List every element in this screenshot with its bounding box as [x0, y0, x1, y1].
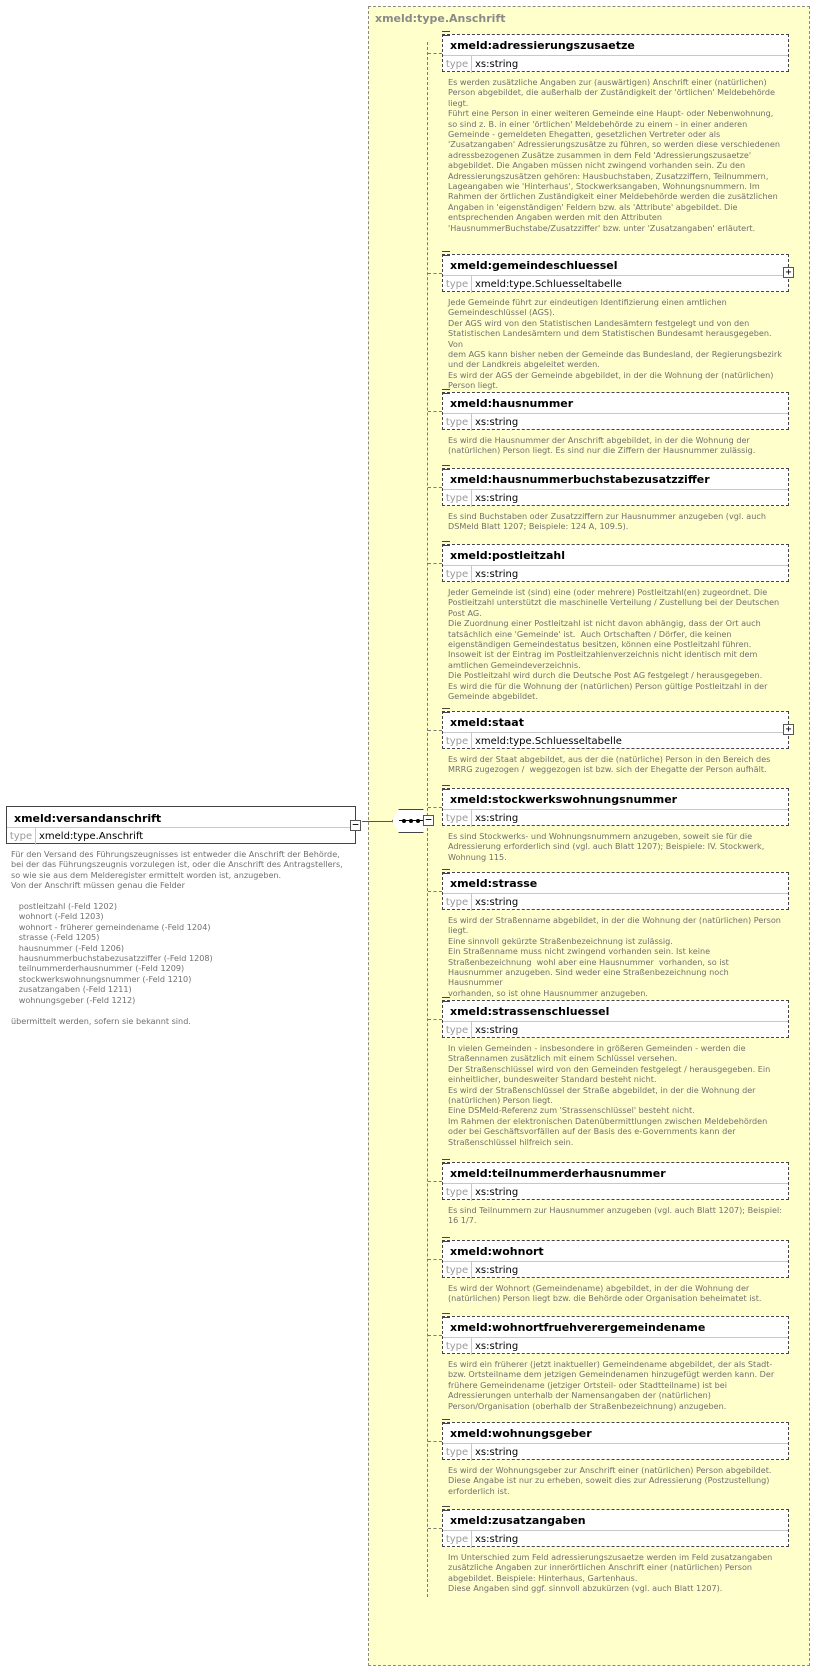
child-type-row — [443, 1443, 788, 1461]
child-element — [442, 711, 792, 775]
child-type-value: xs:string — [475, 813, 519, 824]
child-element-name: xmeld:adressierungszusaetze — [450, 39, 635, 52]
child-documentation: Jede Gemeinde führt zur eindeutigen Identifizierung einen amtlichen Gemeindeschlüssel (AGS). Der AGS wird von den Statistischen Landesämtern festgelegt und von den Statistischen Landesämtern und dem Statistischen Bundesamt herausgegeben. Von dem AGS kann bisher neben der Gemeinde das Bundesland, der Regierungsbezirk und der Landkreis abgeleitet werden. Es wird der AGS der Gemeinde abgebildet, in der die Wohnung der (natürlichen) Person liegt. — [448, 297, 782, 391]
child-type-row — [443, 809, 788, 827]
child-type-row — [443, 413, 788, 431]
root-type-value: xmeld:type.Anschrift — [39, 831, 144, 842]
child-element-box[interactable] — [442, 1422, 789, 1460]
child-element-name: xmeld:hausnummer — [450, 397, 574, 410]
branch-connector — [428, 563, 442, 564]
child-element — [442, 468, 789, 532]
type-label: type — [443, 810, 472, 827]
child-element — [442, 788, 789, 862]
child-element-name: xmeld:zusatzangaben — [450, 1514, 586, 1527]
branch-connector — [428, 891, 442, 892]
child-type-row — [443, 565, 788, 583]
child-element-name: xmeld:wohnort — [450, 1245, 544, 1258]
root-element-versandanschrift — [6, 806, 359, 1026]
child-type-row — [443, 55, 788, 73]
type-label: type — [443, 733, 472, 750]
child-element — [442, 1422, 789, 1496]
branch-connector — [428, 1528, 442, 1529]
container-title: xmeld:type.Anschrift — [375, 12, 506, 25]
child-type-row — [443, 489, 788, 507]
child-documentation: Es wird die Hausnummer der Anschrift abgebildet, in der die Wohnung der (natürlichen) Person liegt. Es sind nur die Ziffern der Hausnummer zulässig. — [448, 435, 756, 456]
child-documentation: Es wird der Staat abgebildet, aus der die (natürliche) Person in den Bereich des MRRG zugezogen / weggezogen ist bzw. sich der Ehegatte der Person aufhält. — [448, 754, 771, 775]
child-element-box[interactable] — [442, 254, 792, 292]
branch-connector — [428, 730, 442, 731]
child-element — [442, 1316, 789, 1411]
branch-connector — [428, 53, 442, 54]
child-documentation: Es sind Buchstaben oder Zusatzziffern zur Hausnummer anzugeben (vgl. auch DSMeld Blatt 1207; Beispiele: 124 A, 109.5). — [448, 511, 766, 532]
child-type-row — [443, 1021, 788, 1039]
child-element-box[interactable] — [442, 788, 789, 826]
child-type-row — [443, 1261, 788, 1279]
root-element-box[interactable] — [6, 806, 359, 844]
child-element-name: xmeld:hausnummerbuchstabezusatzziffer — [450, 473, 710, 486]
root-type-row — [7, 827, 355, 845]
type-label: type — [443, 566, 472, 583]
child-element-box[interactable] — [442, 34, 789, 72]
root-element-name: xmeld:versandanschrift — [14, 812, 162, 825]
child-element-box[interactable] — [442, 872, 789, 910]
child-element-box[interactable] — [442, 544, 789, 582]
branch-connector — [428, 1259, 442, 1260]
child-element-name: xmeld:strassenschluessel — [450, 1005, 610, 1018]
child-documentation: In vielen Gemeinden - insbesondere in größeren Gemeinden - werden die Straßennamen zusätzlich mit einem Schlüssel versehen. Der Straßenschlüssel wird von den Gemeinden festgelegt / herausgegeben. Ein einheitlicher, bundesweiter Standard besteht nicht. Es wird der Straßenschlüssel der Straße abgebildet, in der die Wohnung der (natürlichen) Person liegt. Eine DSMeld-Referenz zum 'Strassenschlüssel' besteht nicht. Im Rahmen der elektronischen Datenübermittlungen zwischen Meldebehörden oder bei Geschäftsvorfällen auf der Basis des e-Governments kann der Straßenschlüssel hilfreich sein. — [448, 1043, 771, 1147]
type-label: type — [443, 414, 472, 431]
type-label: type — [443, 1444, 472, 1461]
child-type-value: xs:string — [475, 1341, 519, 1352]
child-type-row — [443, 275, 788, 293]
type-label: type — [443, 894, 472, 911]
branch-connector — [428, 1019, 442, 1020]
sequence-dot — [402, 819, 406, 823]
child-type-row — [443, 893, 788, 911]
type-label: type — [443, 1338, 472, 1355]
child-element — [442, 1162, 789, 1226]
child-element-box[interactable] — [442, 1316, 789, 1354]
root-connector-line — [362, 821, 392, 822]
child-documentation: Es wird ein früherer (jetzt inaktueller) Gemeindename abgebildet, der als Stadt- bzw. Ortsteilname dem jetzigen Gemeindenamen hinzugefügt werden kann. Der frühere Gemeindename (jetziger Ortsteil- oder Stadtteilname) ist bei Adressierungen unterhalb der Namensangaben der (natürlichen) Person/Organisation (oberhalb der Straßenbezeichnung) anzugeben. — [448, 1359, 775, 1411]
child-type-value: xs:string — [475, 1447, 519, 1458]
branch-connector — [428, 411, 442, 412]
branch-connector — [428, 487, 442, 488]
child-type-value: xs:string — [475, 569, 519, 580]
child-type-value: xs:string — [475, 1265, 519, 1276]
child-element — [442, 34, 789, 233]
plus-icon[interactable]: + — [783, 724, 794, 735]
child-element-box[interactable] — [442, 711, 792, 749]
type-label: type — [443, 490, 472, 507]
child-element-box[interactable] — [442, 1509, 789, 1547]
branch-connector — [428, 1441, 442, 1442]
type-label: type — [443, 1022, 472, 1039]
child-element-name: xmeld:stockwerkswohnungsnummer — [450, 793, 678, 806]
child-element-name: xmeld:strasse — [450, 877, 538, 890]
child-element-box[interactable] — [442, 1162, 789, 1200]
child-type-value: xs:string — [475, 1534, 519, 1545]
child-documentation: Es werden zusätzliche Angaben zur (auswärtigen) Anschrift einer (natürlichen) Person abgebildet, die außerhalb der Zuständigkeit der 'örtlichen' Meldebehörde liegt. Führt eine Person in einer weiteren Gemeinde eine Haupt- oder Nebenwohnung, so sind z. B. in einer 'örtlichen' Meldebehörde zu einem - in einer anderen Gemeinde - gemeldeten Ehegatten, gesetzlichen Vertreter oder als 'Zusatzangaben' Adressierungszusätze zu führen, so werden diese verschiedenen adressbezogenen Zusätze zusammen in dem Feld 'Adressierungszusaetze' abgebildet. Die Angaben müssen nicht zwingend vorhanden sein. Zu den Adressierungszusätzen gehören: Hausbuchstaben, Zusatzziffern, Teilnummern, Lageangaben wie 'Hinterhaus', Stockwerksangaben, Wohnungsnummern. Im Rahmen der örtlichen Zuständigkeit einer Meldebehörde werden die zusätzlichen Angaben in 'eigenständigen' Feldern bzw. als 'Attribute' abgebildet. Die entsprechenden Angaben werden mit den Attributen 'HausnummerBuchstabe/Zusatzziffer' bzw. unter 'Zusatzangaben' erläutert. — [448, 77, 780, 233]
child-element — [442, 544, 789, 701]
child-type-row — [443, 732, 788, 750]
child-element — [442, 872, 789, 998]
child-documentation: Jeder Gemeinde ist (sind) eine (oder mehrere) Postleitzahl(en) zugeordnet. Die Postleitzahl unterstützt die maschinelle Verteilung / Zustellung bei der Deutschen Post AG. Die Zuordnung einer Postleitzahl ist nicht davon abhängig, dass der Ort auch tatsächlich eine 'Gemeinde' ist. Auch Ortschaften / Dörfer, die keinen eigenständigen Gemeindestatus besitzen, können eine Postleitzahl führen. Insoweit ist der Eintrag im Postleitzahlenverzeichnis nicht identisch mit dem amtlichen Gemeindeverzeichnis. Die Postleitzahl wird durch die Deutsche Post AG festgelegt / herausgegeben. Es wird die für die Wohnung der (natürlichen) Person gültige Postleitzahl in der Gemeinde abgebildet. — [448, 587, 780, 702]
branch-connector — [428, 807, 442, 808]
child-documentation: Es sind Stockwerks- und Wohnungsnummern anzugeben, soweit sie für die Adressierung erforderlich sind (vgl. auch Blatt 1207); Beispiele: IV. Stockwerk, Wohnung 115. — [448, 831, 765, 862]
type-label: type — [443, 1262, 472, 1279]
child-type-value: xs:string — [475, 417, 519, 428]
child-element-name: xmeld:gemeindeschluessel — [450, 259, 618, 272]
child-type-value: xs:string — [475, 59, 519, 70]
type-label: type — [443, 276, 472, 293]
child-type-value: xs:string — [475, 1025, 519, 1036]
branch-connector — [428, 1335, 442, 1336]
child-element-box[interactable] — [442, 1240, 789, 1278]
child-element-name: xmeld:postleitzahl — [450, 549, 565, 562]
child-element-box[interactable] — [442, 1000, 789, 1038]
type-label: type — [443, 1184, 472, 1201]
child-documentation: Im Unterschied zum Feld adressierungszusaetze werden im Feld zusatzangaben zusätzliche Angaben zur innerörtlichen Anschrift einer (natürlichen) Person abgebildet. Beispiele: Hinterhaus, Gartenhaus. Diese Angaben sind ggf. sinnvoll abzukürzen (vgl. auch Blatt 1207). — [448, 1552, 773, 1594]
child-type-value: xs:string — [475, 1187, 519, 1198]
sequence-dot — [409, 819, 413, 823]
minus-icon[interactable]: − — [350, 820, 361, 831]
child-type-row — [443, 1530, 788, 1548]
type-label: type — [7, 828, 36, 845]
type-label: type — [443, 56, 472, 73]
child-type-value: xmeld:type.Schluesseltabelle — [475, 736, 622, 747]
child-type-value: xmeld:type.Schluesseltabelle — [475, 279, 622, 290]
child-element — [442, 1240, 789, 1304]
branch-connector — [428, 1181, 442, 1182]
child-documentation: Es wird der Straßenname abgebildet, in der die Wohnung der (natürlichen) Person liegt. Eine sinnvoll gekürzte Straßenbezeichnung ist zulässig. Ein Straßenname muss nicht zwingend vorhanden sein. Ist keine Straßenbezeichnung wohl aber eine Hausnummer vorhanden, so ist Hausnummer anzugeben. Sind weder eine Straßenbezeichnung noch Hausnummer vorhanden, so ist ohne Hausnummer anzugeben. — [448, 915, 781, 998]
child-element-box[interactable] — [442, 392, 789, 430]
child-type-value: xs:string — [475, 897, 519, 908]
root-documentation: Für den Versand des Führungszeugnisses ist entweder die Anschrift der Behörde, bei der das Führungszeugnis vorzulegen ist, oder die Anschrift des Antragstellers, so wie sie aus dem Melderegister ermittelt worden ist, anzugeben. Von der Anschrift müssen genau die Felder postleitzahl (-Feld 1202) wohnort (-Feld 1203) wohnort - früherer gemeindename (-Feld 1204) strasse (-Feld 1205) hausnummer (-Feld 1206) hausnummerbuchstabezusatzziffer (-Feld 1208) teilnummerderhausnummer (-Feld 1209) stockwerkswohnungsnummer (-Feld 1210) zusatzangaben (-Feld 1211) wohnungsgeber (-Feld 1212) übermittelt werden, sofern sie bekannt sind. — [11, 849, 343, 1026]
child-element-name: xmeld:teilnummerderhausnummer — [450, 1167, 666, 1180]
child-element — [442, 392, 789, 456]
child-type-row — [443, 1183, 788, 1201]
child-element-name: xmeld:wohnungsgeber — [450, 1427, 592, 1440]
branch-connector — [428, 273, 442, 274]
child-element-box[interactable] — [442, 468, 789, 506]
child-element — [442, 1000, 789, 1147]
type-label: type — [443, 1531, 472, 1548]
sequence-collapse-minus-icon[interactable]: − — [423, 815, 434, 826]
plus-icon[interactable]: + — [783, 267, 794, 278]
child-element — [442, 254, 792, 391]
child-type-row — [443, 1337, 788, 1355]
sequence-dot — [416, 819, 420, 823]
child-element — [442, 1509, 789, 1594]
child-element-name: xmeld:staat — [450, 716, 524, 729]
child-documentation: Es wird der Wohnungsgeber zur Anschrift einer (natürlichen) Person abgebildet. Diese Angabe ist nur zu erheben, soweit dies zur Adressierung (Postzustellung) erforderlich ist. — [448, 1465, 772, 1496]
child-type-value: xs:string — [475, 493, 519, 504]
child-element-name: xmeld:wohnortfruehverergemeindename — [450, 1321, 706, 1334]
child-documentation: Es wird der Wohnort (Gemeindename) abgebildet, in der die Wohnung der (natürlichen) Person liegt bzw. die Behörde oder Organisation beheimatet ist. — [448, 1283, 762, 1304]
child-documentation: Es sind Teilnummern zur Hausnummer anzugeben (vgl. auch Blatt 1207); Beispiel: 16 1/7. — [448, 1205, 782, 1226]
